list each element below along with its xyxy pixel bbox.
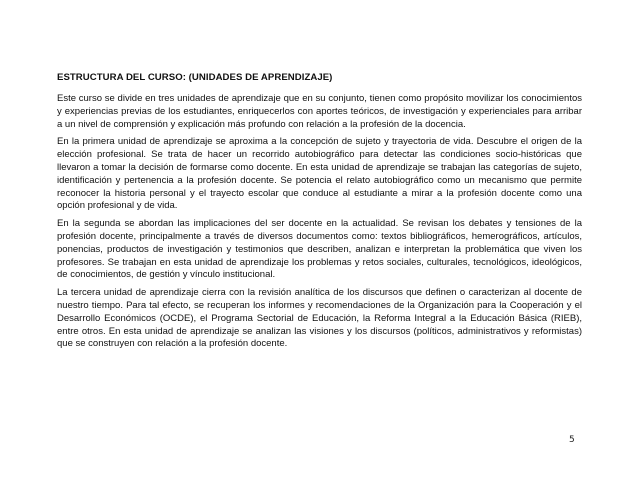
section-heading: ESTRUCTURA DEL CURSO: (UNIDADES DE APRENDIZAJE) xyxy=(57,72,333,83)
page-number: 5 xyxy=(569,435,575,445)
paragraph-unit-three: La tercera unidad de aprendizaje cierra con la revisión analítica de los discursos que definen o caracterizan al docente de nuestro tiempo. Para tal efecto, se recuperan los informes y recomendaciones de la Organización para la Cooperación y el Desarrollo Económicos (OCDE), el Programa Sectorial de Educación, la Reforma Integral a la Educación Básica (RIEB), entre otros. En esta unidad de aprendizaje se analizan las visiones y los discursos (políticos, administrativos y reformistas) que se construyen con relación a la profesión docente. xyxy=(57,287,582,350)
paragraph-unit-one: En la primera unidad de aprendizaje se aproxima a la concepción de sujeto y trayectoria de vida. Descubre el origen de la elección profesional. Se trata de hacer un recorrido autobiográfico para detectar las condiciones socio-históricas que llevaron a tomar la decisión de formarse como docente. En esta unidad de aprendizaje se trabajan las categorías de sujeto, identificación y pertenencia a la profesión docente. Se potencia el relato autobiográfico como un mecanismo que permite reconocer la historia personal y el trayecto escolar que conduce al estudiante a mirar a la profesión docente como una opción profesional y de vida. xyxy=(57,136,582,212)
document-body xyxy=(57,71,582,356)
paragraph-intro: Este curso se divide en tres unidades de aprendizaje que en su conjunto, tienen como propósito movilizar los conocimientos y experiencias previas de los estudiantes, enriquecerlos con aportes teóricos, de investigación y experienciales para arribar a un nivel de comprensión y explicación más profundo con relación a la profesión de la docencia. xyxy=(57,93,582,130)
paragraph-unit-two: En la segunda se abordan las implicaciones del ser docente en la actualidad. Se revisan los debates y tensiones de la profesión docente, principalmente a través de diversos documentos como: textos bibliográficos, hemerográficos, artículos, ponencias, productos de investigación y testimonios que describen, analizan e interpretan la problemática que viven los profesores. Se trabajan en esta unidad de aprendizaje los problemas y retos sociales, culturales, tecnológicos, ideológicos, de conocimientos, de gestión y vínculo institucional. xyxy=(57,218,582,281)
